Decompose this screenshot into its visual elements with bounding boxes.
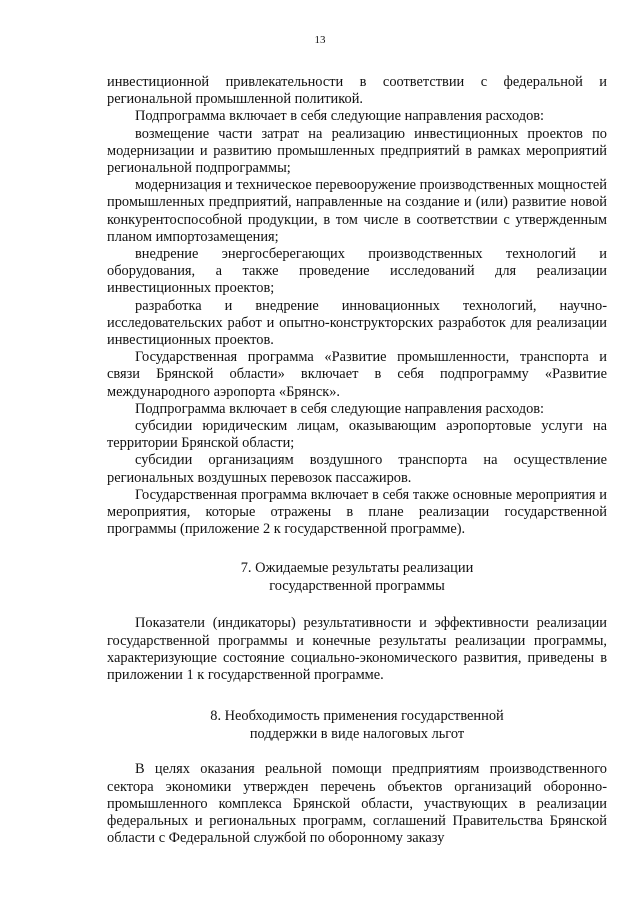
section-8-heading-line-1: 8. Необходимость применения государственной xyxy=(210,708,504,725)
section-7-heading-line-1: 7. Ожидаемые результаты реализации xyxy=(240,560,474,577)
section-8-heading-line-2: поддержки в виде налоговых льгот xyxy=(249,725,465,742)
paragraph: инвестиционной привлекательности в соответствии с федеральной и региональной промышленной политикой. xyxy=(107,74,607,108)
paragraph: Подпрограмма включает в себя следующие направления расходов: xyxy=(135,400,545,417)
section-8-heading xyxy=(107,708,607,743)
program-description xyxy=(107,74,607,538)
section-7-paragraph: Показатели (индикаторы) результативности и эффективности реализации государственной программы и конечные результаты реализации программы, характеризующие состояние социально-экономического развития, приведены в приложении 1 к государственной программе. xyxy=(107,615,607,684)
paragraph: Государственная программа «Развитие промышленности, транспорта и связи Брянской области» включает в себя подпрограмму «Развитие международного аэропорта «Брянск». xyxy=(107,349,607,400)
section-7-heading-line-2: государственной программы xyxy=(269,577,445,594)
page-number: 13 xyxy=(314,34,326,46)
section-8-paragraph: В целях оказания реальной помощи предприятиям производственного сектора экономики утвержден перечень объектов организаций оборонно-промышленного комплекса Брянской области, участвующих в реализации федеральных и региональных программ, соглашений Правительства Брянской области с Федеральной службой по оборонному заказу xyxy=(107,761,607,847)
paragraph: внедрение энергосберегающих производственных технологий и оборудования, а также проведение исследований для реализации инвестиционных проектов; xyxy=(107,246,607,297)
paragraph: разработка и внедрение инновационных технологий, научно-исследовательских работ и опытно-конструкторских разработок для реализации инвестиционных проектов. xyxy=(107,297,607,349)
document-body xyxy=(107,74,607,847)
section-7-heading xyxy=(107,560,607,595)
paragraph: субсидии юридическим лицам, оказывающим аэропортовые услуги на территории Брянской области; xyxy=(107,418,607,452)
paragraph: субсидии организациям воздушного транспорта на осуществление региональных воздушных перевозок пассажиров. xyxy=(107,452,607,486)
paragraph: модернизация и техническое перевооружение производственных мощностей промышленных предприятий, направленные на создание и (или) развитие новой конкурентоспособной продукции, в том числе в соответствии с утвержденным планом импортозамещения; xyxy=(107,177,607,245)
paragraph: возмещение части затрат на реализацию инвестиционных проектов по модернизации и развитию промышленных предприятий в рамках мероприятий региональной подпрограммы; xyxy=(107,125,607,177)
paragraph: Государственная программа включает в себя также основные мероприятия и мероприятия, которые отражены в плане реализации государственной программы (приложение 2 к государственной программе). xyxy=(107,486,607,538)
paragraph: Подпрограмма включает в себя следующие направления расходов: xyxy=(135,108,545,125)
